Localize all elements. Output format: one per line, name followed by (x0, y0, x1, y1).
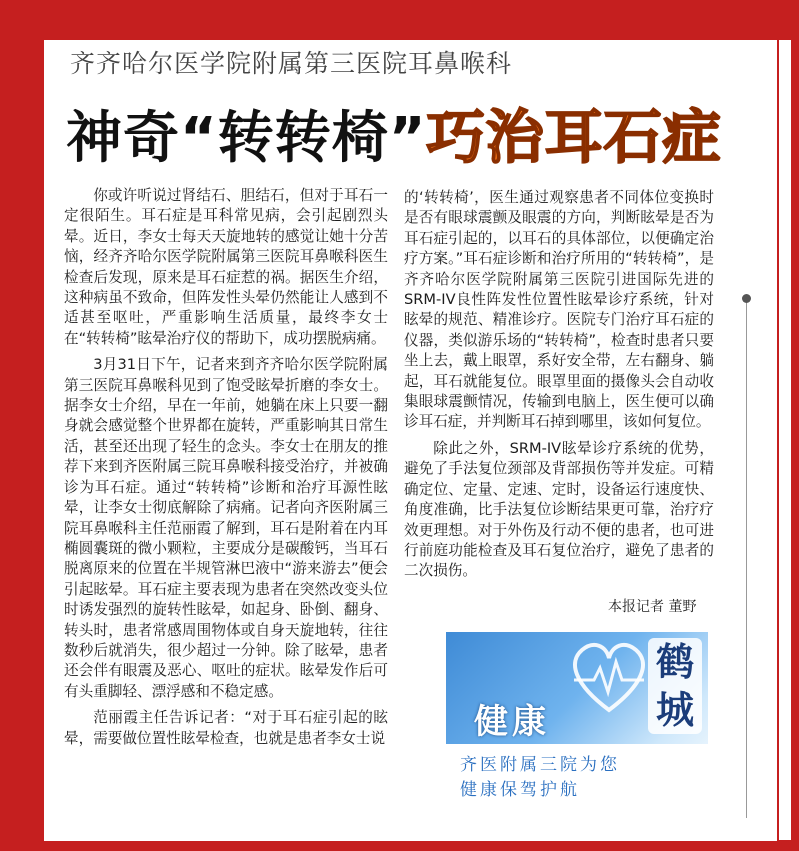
divider-dot-icon (742, 294, 751, 303)
department-subtitle: 齐齐哈尔医学院附属第三医院耳鼻喉科 (70, 49, 513, 78)
article-column-right (404, 188, 714, 588)
paragraph: 的‘转转椅’，医生通过观察患者不同体位变换时是否有眼球震颤及眼震的方向，判断眩晕是否为耳石症引起的，以耳石的具体部位，以便确定治疗方案。”耳石症诊断和治疗所用的“转转椅”，是齐齐哈尔医学院附属第三医院引进国际先进的SRM-IV良性阵发性位置性眩晕诊疗系统，针对眩晕的规范、精准诊疗。医院专门治疗耳石症的仪器，类似游乐场的“转转椅”，检查时患者只要坐上去，戴上眼罩，系好安全带，左右翻身、躺起，耳石就能复位。眼罩里面的摄像头会自动收集眼球震颤情况，传输到电脑上，医生便可以确诊耳石症，并判断耳石掉到哪里，该如何复位。 (404, 189, 714, 431)
banner-health-text: 健康 (474, 702, 550, 742)
paragraph: 除此之外，SRM-IV眩晕诊疗系统的优势，避免了手法复位颈部及背部损伤等并发症。可精确定位、定量、定速、定时，设备运行速度快、角度准确，比手法复位诊断结果更可靠，治疗疗效更理想。对于外伤及行动不便的患者，也可进行前庭功能检查及耳石复位治疗，避免了患者的二次损伤。 (404, 439, 714, 580)
right-white-gap (779, 40, 791, 840)
banner-slogan-line1: 齐医附属三院为您 (460, 755, 620, 775)
column-divider (746, 298, 747, 818)
headline (66, 90, 722, 170)
article-column-left (64, 186, 388, 755)
heart-icon (564, 632, 654, 722)
banner-city-text: 鹤城 (648, 638, 702, 734)
paragraph: 范丽霞主任告诉记者：“对于耳石症引起的眩晕，需要做位置性眩晕检查，也就是患者李女士说 (64, 709, 388, 747)
headline-black: 神奇“转转椅” (66, 106, 427, 171)
headline-wrapper (60, 88, 777, 174)
banner-slogan-line2: 健康保驾护航 (460, 780, 580, 800)
headline-orange: 巧治耳石症 (426, 103, 722, 171)
paragraph: 3月31日下午，记者来到齐齐哈尔医学院附属第三医院耳鼻喉科见到了饱受眩晕折磨的李女士。据李女士介绍，早在一年前，她躺在床上只要一翻身就会感觉整个世界都在旋转，严重影响其日常生活，甚至还出现了轻生的念头。李女士在朋友的推荐下来到齐医附属三院耳鼻喉科接受治疗，并被确诊为耳石症。通过“转转椅”诊断和治疗耳源性眩晕，让李女士彻底解除了病痛。记者向齐医附属三院耳鼻喉科主任范丽霞了解到，耳石是附着在内耳椭圆囊斑的微小颗粒，主要成分是碳酸钙，当耳石脱离原来的位置在半规管淋巴液中“游来游去”便会引起眩晕。耳石症主要表现为患者在突然改变头位时诱发强烈的旋转性眩晕，如起身、卧倒、翻身、转头时，患者常感周围物体或自身天旋地转，往往数秒后就消失，很少超过一分钟。除了眩晕，患者还会伴有眼震及恶心、呕吐的症状。眩晕发作后可有头重脚轻、漂浮感和不稳定感。 (64, 356, 388, 700)
paragraph: 你或许听说过肾结石、胆结石，但对于耳石一定很陌生。耳石症是耳科常见病，会引起剧烈头晕。近日，李女士每天天旋地转的感觉让她十分苦恼，经齐齐哈尔医学院附属第三医院耳鼻喉科医生检查后发现，原来是耳石症惹的祸。据医生介绍，这种病虽不致命，但阵发性头晕仍然能让人感到不适甚至呕吐，严重影响生活质量，最终李女士在“转转椅”眩晕治疗仪的帮助下，成功摆脱病痛。 (64, 187, 388, 347)
health-banner (446, 632, 708, 802)
reporter-byline: 本报记者 董野 (608, 599, 697, 615)
